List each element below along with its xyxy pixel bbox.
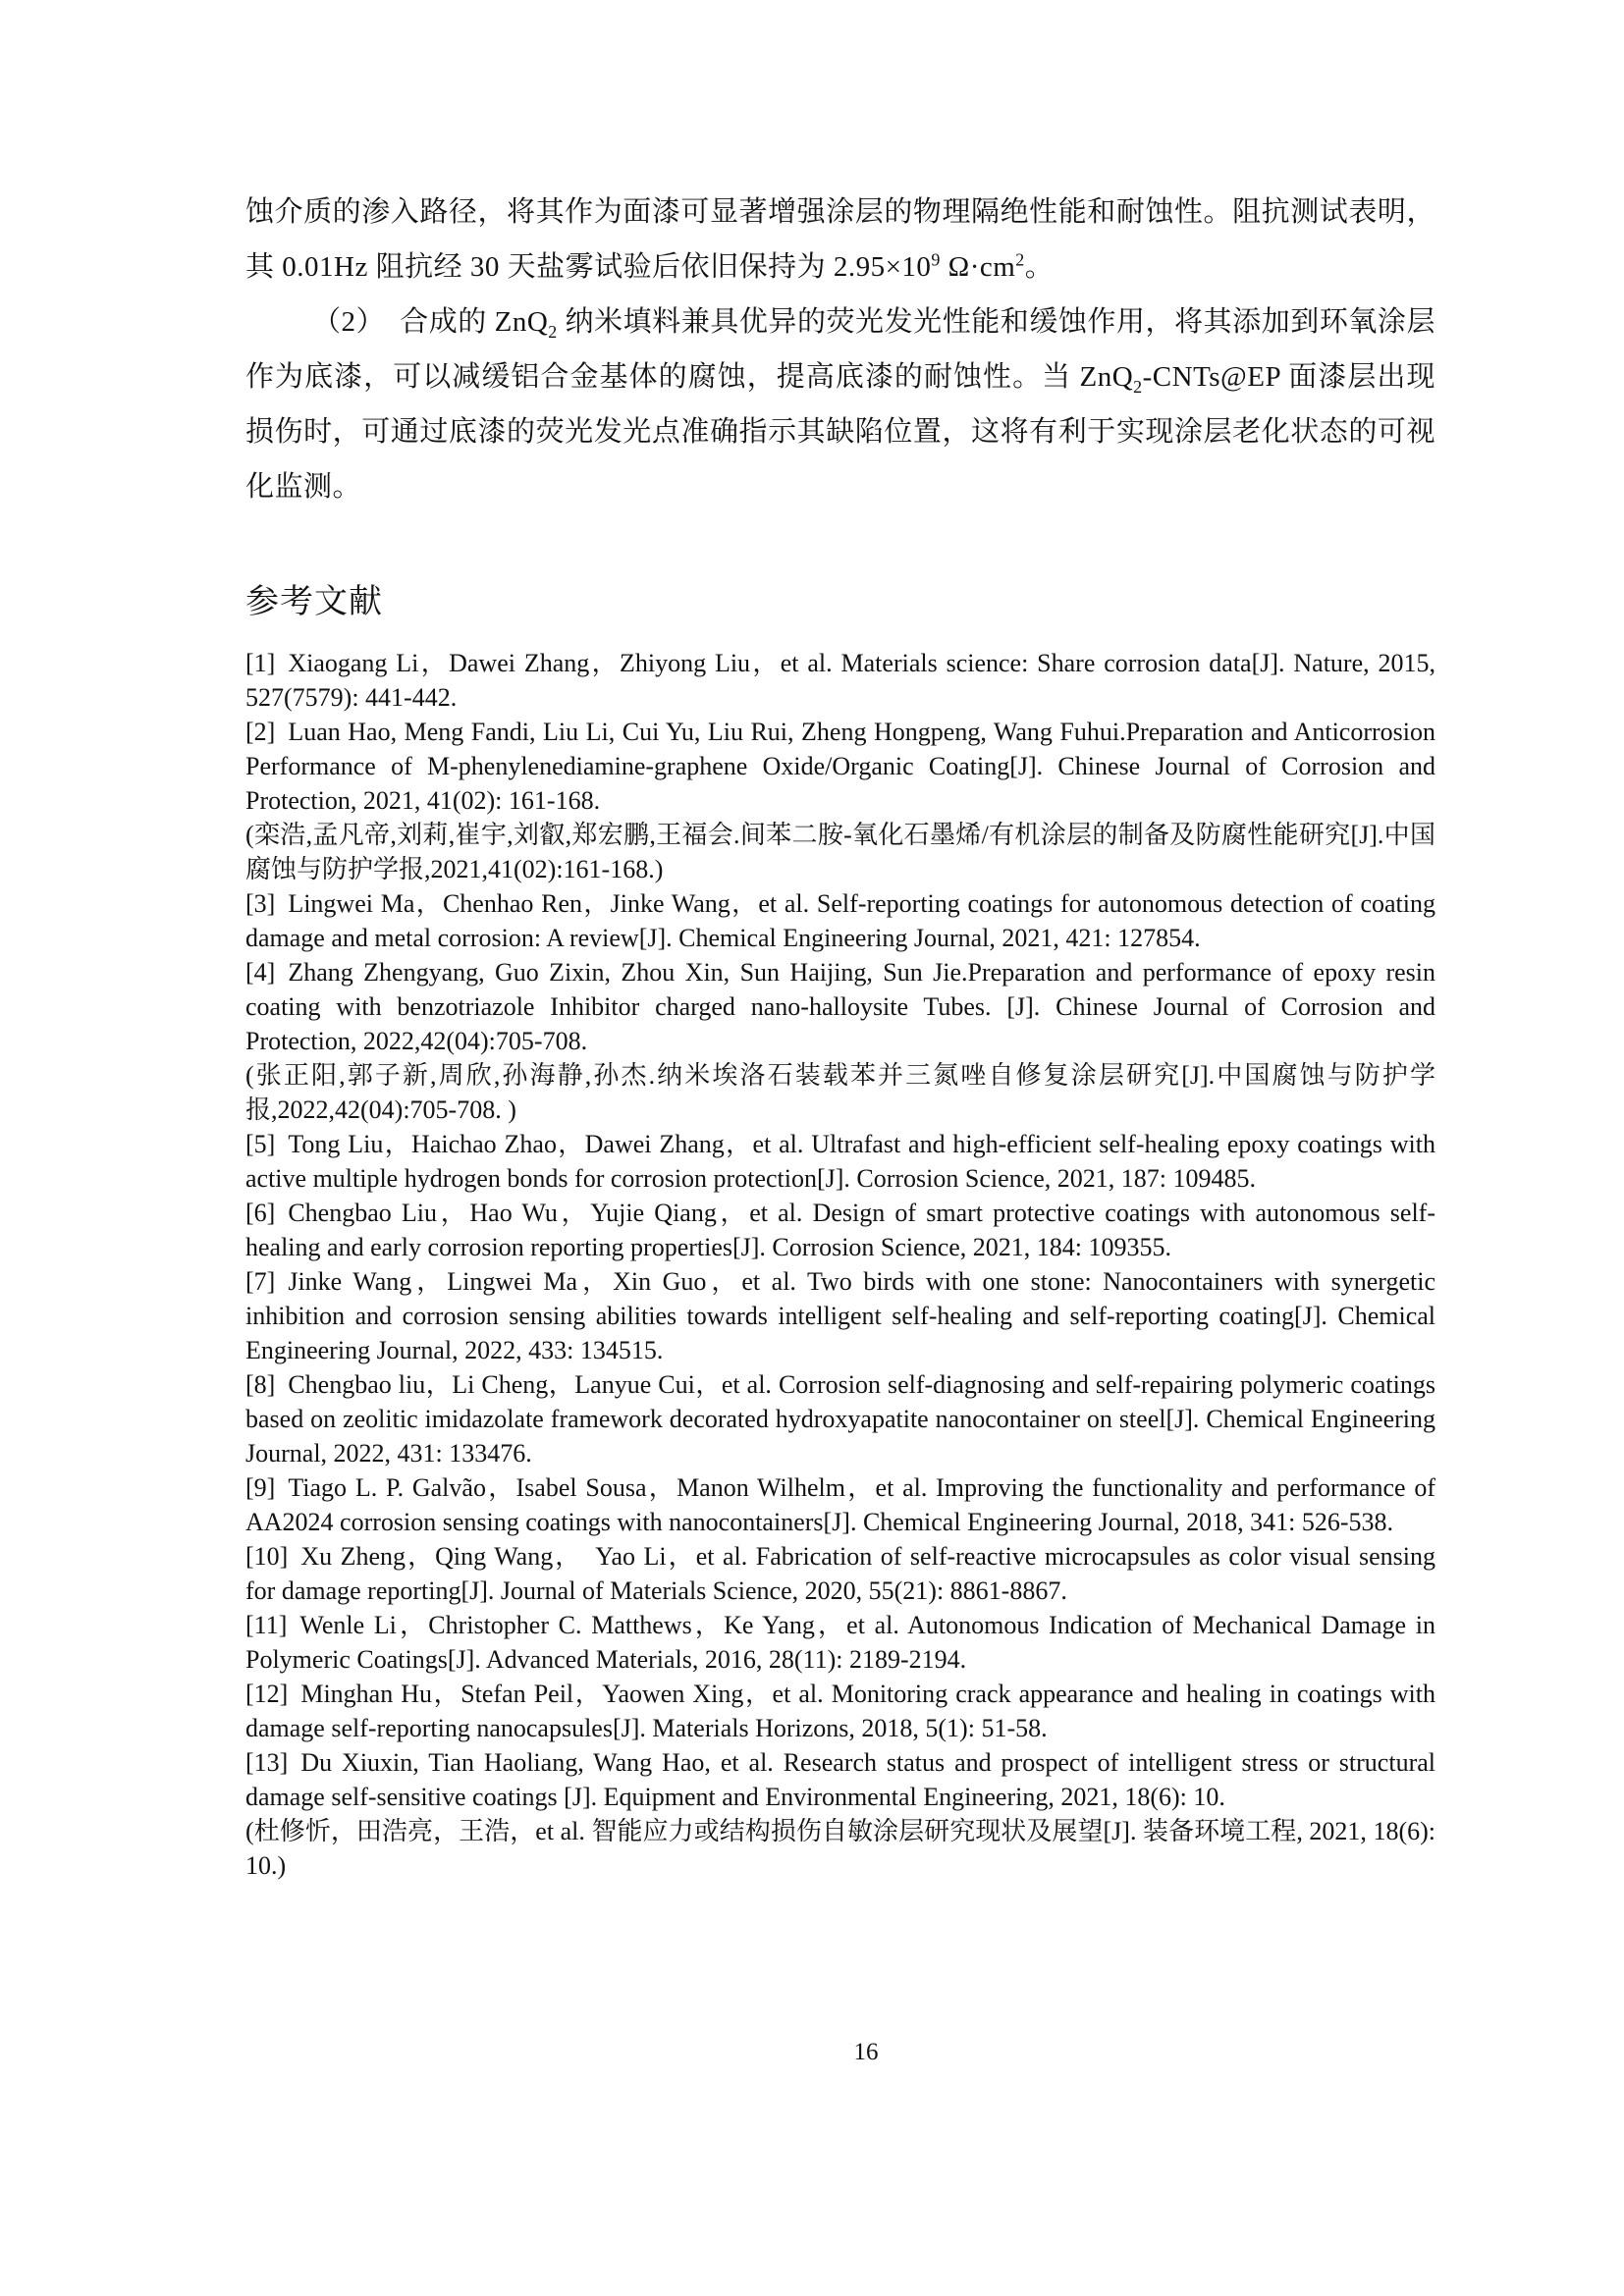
- reference-text: Xu Zheng，Qing Wang， Yao Li，et al. Fabrication of self-reactive microcapsules as color visual sensing for damage reporting[J]. Journal of Materials Science, 2020, 55(21): 8861-8867.: [245, 1542, 1435, 1605]
- reference-item: [245, 1745, 1435, 1814]
- reference-text: Jinke Wang，Lingwei Ma，Xin Guo，et al. Two birds with one stone: Nanocontainers with synergetic inhibition and corrosion sensing abilities towards intelligent self-healing and self-reporting coating[J]. Chemical Engineering Journal, 2022, 433: 134515.: [245, 1267, 1435, 1364]
- body-text: [245, 185, 1435, 514]
- reference-number: [3]: [245, 889, 276, 918]
- text-run: 蚀介质的渗入路径，将其作为面漆可显著增强涂层的物理隔绝性能和耐蚀性。阻抗测试表明，其 0.01Hz 阻抗经 30 天盐雾试验后依旧保持为 2.95×10: [245, 196, 1435, 283]
- reference-text: Tiago L. P. Galvão，Isabel Sousa，Manon Wilhelm，et al. Improving the functionality and performance of AA2024 corrosion sensing coatings with nanocontainers[J]. Chemical Engineering Journal, 2018, 341: 526-538.: [245, 1473, 1435, 1536]
- reference-number: [5]: [245, 1130, 276, 1158]
- body-paragraph: [245, 185, 1435, 294]
- page-content: [245, 185, 1435, 1883]
- body-paragraph: [245, 294, 1435, 514]
- text-run: 纳米填料兼具优异的荧光发光性能和缓蚀作用，将其添加到环氧涂层作为底漆，可以减缓铝合金基体的腐蚀，提高底漆的耐蚀性。当 ZnQ: [245, 306, 1435, 393]
- reference-number: [7]: [245, 1267, 276, 1296]
- superscript: 2: [1015, 249, 1025, 270]
- subscript: 2: [1133, 376, 1143, 397]
- text-run: （2） 合成的 ZnQ: [312, 306, 549, 338]
- reference-item: [245, 955, 1435, 1058]
- reference-item: [245, 1608, 1435, 1677]
- reference-text: Lingwei Ma，Chenhao Ren，Jinke Wang，et al. Self-reporting coatings for autonomous detection of coating damage and metal corrosion: A review[J]. Chemical Engineering Journal, 2021, 421: 127854.: [245, 889, 1435, 952]
- reference-item: [245, 1264, 1435, 1367]
- reference-number: [11]: [245, 1611, 288, 1639]
- reference-text: Tong Liu，Haichao Zhao，Dawei Zhang，et al. Ultrafast and high-efficient self-healing epoxy coatings with active multiple hydrogen bonds for corrosion protection[J]. Corrosion Science, 2021, 187: 109485.: [245, 1130, 1435, 1193]
- text-run: Ω·cm: [940, 251, 1016, 283]
- reference-text: Wenle Li，Christopher C. Matthews，Ke Yang，et al. Autonomous Indication of Mechanical Damage in Polymeric Coatings[J]. Advanced Materials, 2016, 28(11): 2189-2194.: [245, 1611, 1435, 1674]
- page-number: 16: [853, 2039, 879, 2065]
- reference-item: [245, 1127, 1435, 1196]
- reference-item: [245, 1367, 1435, 1470]
- reference-item: [245, 646, 1435, 715]
- reference-number: [1]: [245, 649, 276, 677]
- reference-item: [245, 1196, 1435, 1264]
- references-list: [245, 646, 1435, 1883]
- references-heading: 参考文献: [245, 584, 383, 620]
- reference-text: Minghan Hu，Stefan Peil，Yaowen Xing，et al. Monitoring crack appearance and healing in coatings with damage self-reporting nanocapsules[J]. Materials Horizons, 2018, 5(1): 51-58.: [245, 1680, 1435, 1742]
- reference-translation: (杜修忻，田浩亮，王浩，et al. 智能应力或结构损伤自敏涂层研究现状及展望[J]. 装备环境工程, 2021, 18(6): 10.): [245, 1817, 1435, 1880]
- reference-text: Chengbao liu，Li Cheng，Lanyue Cui，et al. Corrosion self-diagnosing and self-repairing polymeric coatings based on zeolitic imidazolate framework decorated hydroxyapatite nanocontainer on steel[J]. Chemical Engineering Journal, 2022, 431: 133476.: [245, 1370, 1435, 1468]
- reference-translation: (张正阳,郭子新,周欣,孙海静,孙杰.纳米埃洛石装载苯并三氮唑自修复涂层研究[J].中国腐蚀与防护学报,2022,42(04):705-708. ): [245, 1061, 1435, 1124]
- reference-item: [245, 1470, 1435, 1539]
- reference-item: [245, 886, 1435, 955]
- reference-item: [245, 1539, 1435, 1608]
- reference-text: Zhang Zhengyang, Guo Zixin, Zhou Xin, Sun Haijing, Sun Jie.Preparation and performance of epoxy resin coating with benzotriazole Inhibitor charged nano-halloysite Tubes. [J]. Chinese Journal of Corrosion and Protection, 2022,42(04):705-708.: [245, 958, 1435, 1055]
- reference-number: [12]: [245, 1680, 289, 1708]
- reference-number: [13]: [245, 1748, 289, 1777]
- reference-translation: (栾浩,孟凡帝,刘莉,崔宇,刘叡,郑宏鹏,王福会.间苯二胺-氧化石墨烯/有机涂层的制备及防腐性能研究[J].中国腐蚀与防护学报,2021,41(02):161-168.): [245, 821, 1435, 883]
- reference-number: [10]: [245, 1542, 289, 1571]
- text-run: -CNTs@EP 面漆层出现损伤时，可通过底漆的荧光发光点准确指示其缺陷位置，这将有利于实现涂层老化状态的可视化监测。: [245, 361, 1435, 503]
- reference-text: Xiaogang Li，Dawei Zhang，Zhiyong Liu，et al. Materials science: Share corrosion data[J]. Nature, 2015, 527(7579): 441-442.: [245, 649, 1435, 712]
- reference-item: [245, 715, 1435, 818]
- reference-item: [245, 1677, 1435, 1745]
- reference-number: [8]: [245, 1370, 276, 1399]
- reference-number: [2]: [245, 718, 276, 746]
- reference-text: Chengbao Liu，Hao Wu，Yujie Qiang，et al. Design of smart protective coatings with autonomous self-healing and early corrosion reporting properties[J]. Corrosion Science, 2021, 184: 109355.: [245, 1199, 1435, 1261]
- superscript: 9: [931, 249, 941, 270]
- reference-number: [6]: [245, 1199, 276, 1227]
- reference-text: Luan Hao, Meng Fandi, Liu Li, Cui Yu, Liu Rui, Zheng Hongpeng, Wang Fuhui.Preparation and Anticorrosion Performance of M-phenylenediamine-graphene Oxide/Organic Coating[J]. Chinese Journal of Corrosion and Protection, 2021, 41(02): 161-168.: [245, 718, 1435, 815]
- text-run: 。: [1024, 251, 1055, 283]
- reference-number: [9]: [245, 1473, 276, 1502]
- reference-number: [4]: [245, 958, 276, 987]
- reference-text: Du Xiuxin, Tian Haoliang, Wang Hao, et al. Research status and prospect of intelligent stress or structural damage self-sensitive coatings [J]. Equipment and Environmental Engineering, 2021, 18(6): 10.: [245, 1748, 1435, 1811]
- subscript: 2: [548, 321, 558, 342]
